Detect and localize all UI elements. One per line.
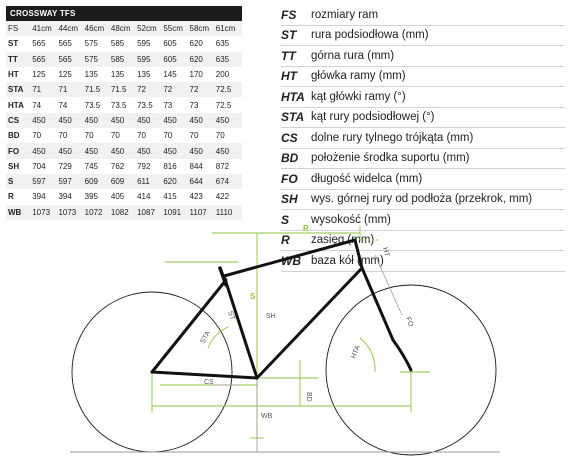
table-cell: 872: [215, 161, 230, 171]
table-cell: 73.5: [110, 100, 127, 110]
table-cell: 585: [111, 52, 137, 67]
table-row-label: CS: [6, 113, 32, 128]
table-cell: 71: [32, 82, 58, 97]
table-cell: 70: [137, 131, 146, 141]
seat-stay: [152, 280, 226, 372]
label-fo: FO: [404, 316, 415, 328]
label-sta: STA: [199, 330, 212, 345]
table-cell: 585: [110, 39, 125, 49]
table-cell: 71: [58, 82, 84, 97]
table-cell: 73: [189, 100, 199, 110]
table-cell: 450: [85, 143, 111, 158]
table-cell: 450: [58, 113, 84, 128]
table-cell: 575: [84, 39, 99, 49]
table-cell: 72.5: [215, 100, 232, 110]
table-cell: 135: [137, 70, 151, 80]
table-cell: 704: [32, 161, 46, 171]
table-cell: 170: [189, 70, 203, 80]
table-cell: 565: [58, 39, 72, 49]
table-cell: 71.5: [85, 82, 111, 97]
table-cell: 125: [32, 70, 46, 80]
table-cell: 1107: [190, 205, 216, 220]
legend-desc: baza kół (mm): [311, 254, 384, 267]
legend-abbr: STA: [281, 110, 305, 125]
table-size-header: 41cm: [32, 21, 58, 36]
legend-desc: położenie środka suportu (mm): [311, 152, 470, 165]
table-cell: 762: [110, 161, 125, 171]
table-cell: 72: [163, 82, 189, 97]
table-cell: 450: [137, 143, 163, 158]
legend-desc: górna rura (mm): [311, 49, 395, 62]
table-cell: 450: [190, 143, 216, 158]
table-row-label: FO: [6, 143, 32, 158]
legend-abbr: S: [281, 212, 290, 227]
table-cell: 605: [163, 39, 177, 49]
table-cell: 644: [190, 174, 216, 189]
table-cell: 72: [137, 82, 163, 97]
table-cell: 415: [163, 192, 177, 202]
head-tube: [355, 240, 362, 268]
table-cell: 405: [110, 192, 125, 202]
table-cell: 135: [84, 70, 99, 80]
table-cell: 565: [32, 39, 46, 49]
table-cell: 1073: [32, 205, 58, 220]
table-cell: 74: [32, 100, 42, 110]
table-cell: 609: [111, 174, 137, 189]
table-cell: 635: [216, 52, 242, 67]
table-cell: 565: [58, 52, 84, 67]
table-cell: 729: [58, 161, 72, 171]
chain-stay: [152, 372, 257, 378]
table-cell: 565: [32, 52, 58, 67]
table-cell: 450: [137, 113, 163, 128]
legend-desc: wysokość (mm): [311, 213, 391, 226]
table-cell: 620: [190, 52, 216, 67]
legend-desc: rozmiary ram: [311, 8, 379, 21]
table-cell: 70: [189, 131, 199, 141]
table-cell: 135: [110, 70, 125, 80]
legend-abbr: FS: [281, 7, 297, 22]
table-cell: 1072: [85, 205, 111, 220]
label-r: R: [303, 224, 309, 233]
table-cell: 605: [163, 52, 189, 67]
table-cell: 450: [216, 143, 242, 158]
table-cell: 73: [163, 100, 173, 110]
down-tube: [257, 268, 362, 378]
table-cell: 70: [163, 131, 173, 141]
legend-desc: kąt rury podsiodłowej (°): [311, 111, 435, 124]
table-cell: 73.5: [84, 100, 101, 110]
table-cell: 609: [85, 174, 111, 189]
table-cell: 1110: [216, 205, 242, 220]
legend-abbr: HTA: [281, 89, 305, 104]
table-cell: 450: [111, 113, 137, 128]
table-size-header: 58cm: [190, 21, 216, 36]
table-cell: 597: [58, 174, 84, 189]
legend-desc: zasięg (mm): [311, 234, 375, 247]
table-cell: 1082: [111, 205, 137, 220]
table-cell: 394: [32, 192, 46, 202]
legend-abbr: FO: [281, 171, 298, 186]
top-tube: [224, 240, 355, 276]
table-cell: 674: [216, 174, 242, 189]
table-size-header: 61cm: [216, 21, 242, 36]
label-wb: WB: [261, 413, 273, 420]
table-row-label: FS: [6, 21, 32, 36]
table-cell: 844: [189, 161, 203, 171]
table-cell: 450: [163, 113, 189, 128]
table-cell: 200: [215, 70, 230, 80]
table-cell: 575: [85, 52, 111, 67]
table-cell: 73.5: [137, 100, 153, 110]
legend-desc: główka ramy (mm): [311, 70, 406, 83]
table-cell: 145: [163, 70, 177, 80]
table-cell: 450: [58, 143, 84, 158]
legend-desc: dolne rury tylnego trójkąta (mm): [311, 131, 474, 144]
legend-desc: długość widelca (mm): [311, 172, 423, 185]
table-cell: 72.5: [216, 82, 242, 97]
label-s: S: [250, 292, 256, 301]
table-cell: 1073: [58, 205, 84, 220]
table-cell: 816: [163, 161, 177, 171]
table-cell: 450: [32, 143, 58, 158]
table-cell: 595: [137, 52, 163, 67]
table-cell: 450: [190, 113, 216, 128]
table-row-label: STA: [6, 82, 32, 97]
legend-abbr: WB: [281, 253, 301, 268]
table-size-header: 48cm: [111, 21, 137, 36]
table-cell: 125: [58, 70, 72, 80]
table-size-header: 52cm: [137, 21, 163, 36]
legend-desc: rura podsiodłowa (mm): [311, 29, 429, 42]
table-cell: 635: [215, 39, 230, 49]
table-cell: 611: [137, 174, 163, 189]
table-row-label: BD: [8, 131, 20, 141]
table-cell: 422: [215, 192, 230, 202]
legend-abbr: SH: [281, 192, 298, 207]
table-cell: 70: [58, 131, 68, 141]
bike-frame: [152, 240, 411, 378]
table-cell: 395: [84, 192, 99, 202]
table-cell: 595: [137, 39, 151, 49]
table-cell: 792: [137, 161, 151, 171]
label-hta: HTA: [350, 344, 362, 360]
table-size-header: 44cm: [58, 21, 84, 36]
legend-abbr: HT: [281, 69, 297, 84]
table-cell: 1087: [137, 205, 163, 220]
table-row-label: ST: [8, 39, 19, 49]
table-cell: 620: [189, 39, 203, 49]
table-cell: 423: [189, 192, 203, 202]
table-cell: 70: [110, 131, 120, 141]
legend-abbr: R: [281, 233, 290, 248]
label-st: ST: [226, 310, 236, 322]
table-cell: 70: [32, 131, 42, 141]
table-row-label: TT: [6, 52, 32, 67]
table-row-label: WB: [6, 205, 32, 220]
table-cell: 1091: [163, 205, 189, 220]
table-row-label: S: [6, 174, 32, 189]
table-cell: 745: [84, 161, 99, 171]
table-cell: 450: [32, 113, 58, 128]
table-row-label: SH: [8, 161, 20, 171]
table-row-label: HTA: [8, 100, 24, 110]
table-cell: 70: [84, 131, 94, 141]
table-cell: 450: [85, 113, 111, 128]
label-cs: CS: [204, 379, 214, 386]
legend-abbr: BD: [281, 151, 299, 166]
table-row-label: HT: [8, 70, 19, 80]
table-cell: 70: [215, 131, 225, 141]
legend-desc: wys. górnej rury od podłoża (przekrok, mm): [311, 193, 533, 206]
table-cell: 394: [58, 192, 72, 202]
label-sh: SH: [266, 313, 276, 320]
legend-abbr: ST: [281, 28, 297, 43]
grey-dimension-lines: [210, 255, 402, 452]
table-row-label: R: [8, 192, 14, 202]
legend-abbr: TT: [281, 48, 296, 63]
label-ht: HT: [381, 246, 391, 258]
legend-abbr: CS: [281, 130, 298, 145]
label-bd: BD: [305, 392, 312, 402]
table-cell: 450: [163, 143, 189, 158]
table-cell: 597: [32, 174, 58, 189]
table-size-header: 46cm: [85, 21, 111, 36]
table-cell: 414: [137, 192, 151, 202]
table-cell: 450: [111, 143, 137, 158]
table-size-header: 55cm: [163, 21, 189, 36]
table-cell: 74: [58, 100, 68, 110]
table-cell: 71.5: [111, 82, 137, 97]
legend-desc: kąt główki ramy (°): [311, 90, 406, 103]
fork: [362, 268, 411, 370]
table-cell: 620: [163, 174, 189, 189]
table-title: CROSSWAY TFS: [6, 6, 242, 21]
table-cell: 72: [190, 82, 216, 97]
table-cell: 450: [216, 113, 242, 128]
